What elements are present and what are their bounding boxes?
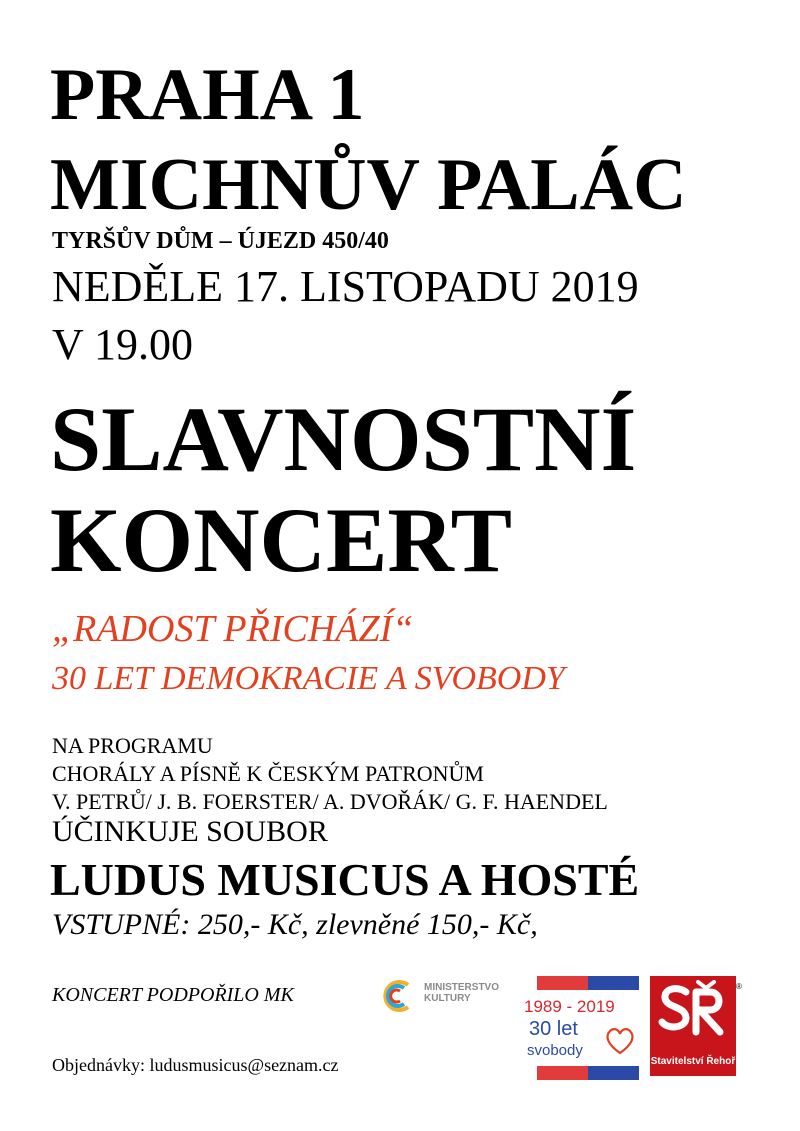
admission-price: VSTUPNÉ: 250,- Kč, zlevněné 150,- Kč, (52, 908, 538, 941)
flag-bar-top (537, 976, 639, 990)
ministry-label-line1: MINISTERSTVO (424, 982, 500, 993)
program-heading: NA PROGRAMU (52, 733, 213, 758)
support-note: KONCERT PODPOŘILO MK (52, 984, 294, 1006)
program-line: CHORÁLY A PÍSNĚ K ČESKÝM PATRONŮM (52, 761, 484, 786)
sr-red-box (650, 976, 736, 1076)
logo-svobody: svobody (527, 1042, 583, 1059)
event-motto: „RADOST PŘICHÁZÍ“ (52, 608, 414, 650)
logo-30-let: 30 let (529, 1018, 578, 1040)
ensemble-name: LUDUS MUSICUS A HOSTÉ (50, 854, 640, 905)
ministry-c-icon (378, 976, 422, 1016)
sr-monogram-icon (656, 978, 730, 1038)
flag-bar-bottom (537, 1066, 639, 1080)
event-title-line2: KONCERT (50, 489, 512, 591)
title-city: PRAHA 1 (50, 54, 365, 136)
event-time: V 19.00 (52, 320, 193, 369)
sr-company-name: Stavitelství Řehoř (650, 1056, 736, 1067)
title-venue: MICHNŮV PALÁC (50, 144, 687, 226)
registered-mark: ® (736, 982, 742, 991)
event-date: NEDĚLE 17. LISTOPADU 2019 (52, 262, 639, 311)
logo-years: 1989 - 2019 (524, 997, 615, 1016)
venue-address: TYRŠŮV DŮM – ÚJEZD 450/40 (52, 228, 389, 254)
orders-contact: Objednávky: ludusmusicus@seznam.cz (52, 1055, 339, 1075)
event-anniversary: 30 LET DEMOKRACIE A SVOBODY (52, 660, 565, 697)
thirty-years-freedom-logo (524, 976, 639, 1080)
ministry-label (424, 982, 499, 1004)
performer-label: ÚČINKUJE SOUBOR (52, 815, 328, 848)
stavitelstvi-rehor-logo (650, 976, 742, 1080)
event-title-line1: SLAVNOSTNÍ (50, 388, 637, 490)
program-composers: V. PETRŮ/ J. B. FOERSTER/ A. DVOŘÁK/ G. F. HAENDEL (52, 789, 608, 814)
heart-icon (603, 1026, 637, 1056)
ministry-label-line2: KULTURY (424, 993, 471, 1004)
